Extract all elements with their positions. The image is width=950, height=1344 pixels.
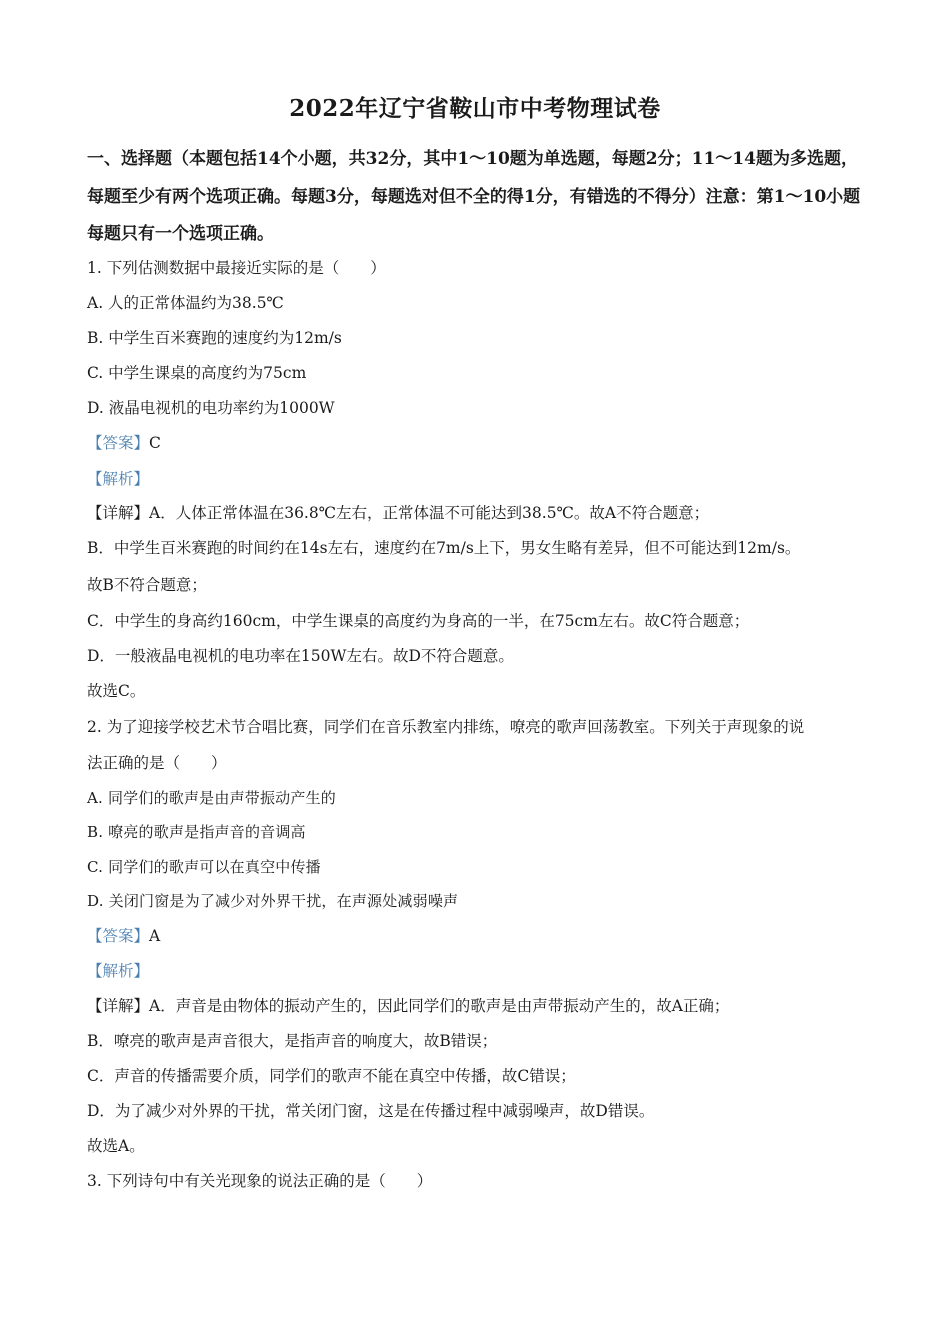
- q1-detail-first: A．人体正常体温在36.8℃左右，正常体温不可能达到38.5℃。故A不符合题意；: [149, 504, 710, 522]
- q1-stem: 1. 下列估测数据中最接近实际的是（ ）: [87, 259, 386, 277]
- q1-detail-line-3: 故B不符合题意；: [87, 576, 207, 594]
- q2-stem-line-2: 法正确的是（ ）: [87, 754, 227, 772]
- detail-tag: 【详解】: [87, 504, 150, 522]
- q1-answer-line: [87, 433, 161, 453]
- section-heading: 一、选择题（本题包括14个小题，共32分，其中1～10题为单选题，每题2分；11～14题为多选题，每题至少有两个选项正确。每题3分，每题选对但不全的得1分，有错选的不得分）注意：第1～10小题每题只有一个选项正确。: [87, 149, 861, 244]
- q2-stem-line-1: 2. 为了迎接学校艺术节合唱比赛，同学们在音乐教室内排练，嘹亮的歌声回荡教室。下列关于声现象的说: [87, 718, 805, 736]
- q2-option-c: C. 同学们的歌声可以在真空中传播: [87, 858, 321, 876]
- q2-detail-first: A．声音是由物体的振动产生的，因此同学们的歌声是由声带振动产生的，故A正确；: [149, 997, 730, 1015]
- q2-option-d: D. 关闭门窗是为了减少对外界干扰，在声源处减弱噪声: [87, 892, 459, 910]
- q1-option-d: D. 液晶电视机的电功率约为1000W: [87, 399, 335, 417]
- q1-answer: C: [149, 434, 161, 452]
- q3-stem: 3. 下列诗句中有关光现象的说法正确的是（ ）: [87, 1172, 433, 1190]
- q1-option-b: B. 中学生百米赛跑的速度约为12m/s: [87, 329, 342, 347]
- q1-detail-line-2: B．中学生百米赛跑的时间约在14s左右，速度约在7m/s上下，男女生略有差异，但不可能达到12m/s。: [87, 539, 801, 557]
- q1-detail-line-5: D．一般液晶电视机的电功率在150W左右。故D不符合题意。: [87, 647, 514, 665]
- q1-option-c: C. 中学生课桌的高度约为75cm: [87, 364, 307, 382]
- answer-tag: 【答案】: [87, 434, 150, 452]
- q1-detail-line-4: C．中学生的身高约160cm，中学生课桌的高度约为身高的一半，在75cm左右。故C符合题意；: [87, 612, 750, 630]
- page-title: 2022年辽宁省鞍山市中考物理试卷: [289, 95, 661, 122]
- q2-detail-line-1: [87, 996, 729, 1016]
- q1-detail-line-1: [87, 503, 709, 523]
- q2-analysis-line: [87, 961, 149, 981]
- q1-conclusion: 故选C。: [87, 682, 146, 700]
- analysis-tag: 【解析】: [87, 962, 150, 980]
- detail-tag: 【详解】: [87, 997, 150, 1015]
- q2-answer-line: [87, 926, 160, 946]
- q1-option-a: A. 人的正常体温约为38.5℃: [87, 294, 284, 312]
- q2-option-a: A. 同学们的歌声是由声带振动产生的: [87, 789, 336, 807]
- q2-detail-line-4: D．为了减少对外界的干扰，常关闭门窗，这是在传播过程中减弱噪声，故D错误。: [87, 1102, 655, 1120]
- q2-answer: A: [149, 927, 161, 945]
- q2-option-b: B. 嘹亮的歌声是指声音的音调高: [87, 823, 306, 841]
- q2-detail-line-3: C．声音的传播需要介质，同学们的歌声不能在真空中传播，故C错误；: [87, 1067, 576, 1085]
- q2-conclusion: 故选A。: [87, 1137, 145, 1155]
- q2-detail-line-2: B．嘹亮的歌声是声音很大，是指声音的响度大，故B错误；: [87, 1032, 498, 1050]
- q1-analysis-line: [87, 469, 149, 489]
- analysis-tag: 【解析】: [87, 470, 150, 488]
- answer-tag: 【答案】: [87, 927, 150, 945]
